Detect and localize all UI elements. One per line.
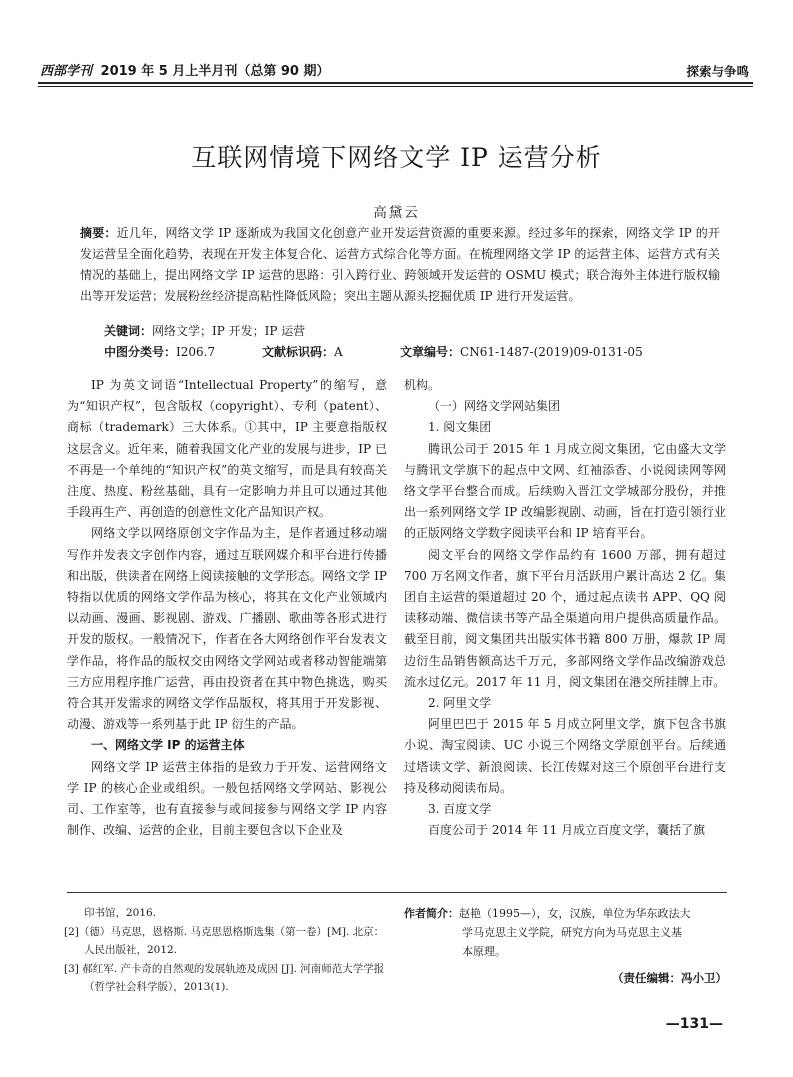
document-code: [262, 343, 343, 360]
keywords-label: 关键词：: [104, 324, 153, 338]
item-heading: 1. 阅文集团: [428, 420, 492, 435]
article-number: [400, 343, 643, 360]
article-title: 互联网情境下网络文学 IP 运营分析: [191, 143, 602, 172]
section-name: 探索与争鸣: [686, 64, 749, 79]
paragraph: 腾讯公司于 2015 年 1 月成立阅文集团，它由盛大文学与腾讯文学旗下的起点中文网、红袖添香、小说阅读网等网络文学平台整合而成。后续购入晋江文学城部分股份，并推出一系列网络文学 IP 改编影视剧、动画，旨在打造引领行业的正版网络文学数字阅读平台和 IP 培育平台。: [404, 441, 726, 541]
reference-item: [3] 郝红军. 产卡奇的自然观的发展轨迹及成因 [J]. 河南师范大学学报（哲学社会科学版），2013(1).: [64, 962, 385, 993]
classification-number: [104, 343, 215, 360]
references: [64, 904, 394, 997]
doc-code-label: 文献标识码：: [262, 345, 335, 359]
header-rule-thin: [38, 86, 753, 87]
section-heading: 一、网络文学 IP 的运营主体: [91, 738, 245, 753]
footnote-rule: [67, 892, 727, 893]
article-no-label: 文章编号：: [400, 345, 461, 359]
abstract: [80, 223, 720, 307]
paragraph: IP 为英文词语“Intellectual Property”的缩写，意为“知识产权”，包含版权（copyright）、专利（patent）、商标（trademark）三大体系。①其中，IP 主要意指版权这层含义。近年来，随着我国文化产业的发展与进步，IP 已不再是一个单纯的“知识产权”的英文缩写，而是具有较高关注度、热度、粉丝基础，具有一定影响力并且可以通过其他手段再生产、再创造的创意性文化产品知识产权。: [67, 378, 387, 520]
bio-label: 作者简介：: [404, 907, 459, 920]
paragraph: 网络文学 IP 运营主体指的是致力于开发、运营网络文学 IP 的核心企业或组织。一般包括网络文学网站、影视公司、工作室等，也有直接参与或间接参与网络文学 IP 内容制作、改编、运营的企业，目前主要包含以下企业及: [67, 759, 387, 838]
paragraph: 阅文平台的网络文学作品约有 1600 万部，拥有超过 700 万名网文作者，旗下平台月活跃用户累计高达 2 亿。集团自主运营的渠道超过 20 个，通过起点读书 APP、QQ 阅读移动端、微信读书等产品全渠道向用户提供高质量作品。截至目前，阅文集团共出版实体书籍 800 万册，爆款 IP 周边衍生品销售额高达千万元，多部网络文学作品改编游戏总流水过亿元。2017 年 11 月，阅文集团在港交所挂牌上市。: [404, 547, 726, 689]
keywords-text: 网络文学；IP 开发；IP 运营: [152, 324, 306, 338]
bio-line: 赵艳（1995—），女，汉族，单位为华东政法大: [459, 907, 691, 920]
paragraph: 网络文学以网络原创文字作品为主，是作者通过移动端写作并发表文字创作内容，通过互联网媒介和平台进行传播和出版，供读者在网络上阅读接触的文学形态。网络文学 IP 特指以优质的网络文学作品为核心，将其在文化产业领域内以动画、漫画、影视剧、游戏、广播剧、歌曲等各形式进行开发的版权。一般情况下，作者在各大网络创作平台发表文学作品，将作品的版权交由网络文学网站或者移动智能端第三方应用程序推广运营，再由投资者在其中物色挑选，购买符合其开发需求的网络文学作品版权，将其用于开发影视、动漫、游戏等一系列基于此 IP 衍生的产品。: [67, 526, 387, 732]
doc-code-value: A: [334, 345, 343, 359]
reference-item: 印书馆，2016.: [84, 907, 157, 919]
item-heading: 3. 百度文学: [428, 802, 492, 817]
keywords: [104, 322, 305, 339]
abstract-label: 摘要：: [80, 226, 117, 240]
article-no-value: CN61-1487-(2019)09-0131-05: [460, 345, 643, 359]
responsible-editor: （责任编辑：冯小卫）: [612, 971, 727, 985]
journal-logo: 西部学刊: [40, 64, 93, 79]
paragraph: 阿里巴巴于 2015 年 5 月成立阿里文学，旗下包含书旗小说、淘宝阅读、UC 小说三个网络文学原创平台。后续通过塔读文学、新浪阅读、长江传媒对这三个原创平台进行支持及移动阅读布局。: [404, 717, 726, 795]
item-heading: 2. 阿里文学: [428, 696, 492, 711]
abstract-text: 近几年，网络文学 IP 逐渐成为我国文化创意产业开发运营资源的重要来源。经过多年的探索，网络文学 IP 的开发运营呈全面化趋势，表现在开发主体复合化、运营方式综合化等方面。在梳理网络文学 IP 的运营主体、运营方式有关情况的基础上，提出网络文学 IP 运营的思路：引入跨行业、跨领域开发运营的 OSMU 模式；联合海外主体进行版权输出等开发运营；发展粉丝经济提高粘性降低风险；突出主题从源头挖掘优质 IP 进行开发运营。: [80, 226, 720, 303]
issue-info: 2019 年 5 月上半月刊（总第 90 期）: [100, 64, 330, 79]
author-bio: [404, 904, 726, 961]
author-name: 高黛云: [373, 205, 420, 221]
classification-label: 中图分类号：: [104, 345, 177, 359]
paragraph: 百度公司于 2014 年 11 月成立百度文学，囊括了旗: [428, 823, 706, 838]
right-column: [404, 375, 726, 841]
reference-item: [2]（德）马克思，恩格斯. 马克思恩格斯选集（第一卷）[M]. 北京：人民出版社，2012.: [64, 925, 385, 956]
left-column: [67, 375, 387, 841]
classification-value: I206.7: [176, 345, 216, 359]
bio-line: 本原理。: [462, 945, 506, 958]
subsection-heading: （一）网络文学网站集团: [428, 399, 561, 414]
journal-header: [40, 60, 330, 79]
header-rule: [38, 82, 753, 84]
bio-line: 学马克思主义学院，研究方向为马克思主义基: [462, 926, 682, 939]
paragraph: 机构。: [404, 378, 441, 392]
page-number: —131—: [665, 1016, 723, 1032]
